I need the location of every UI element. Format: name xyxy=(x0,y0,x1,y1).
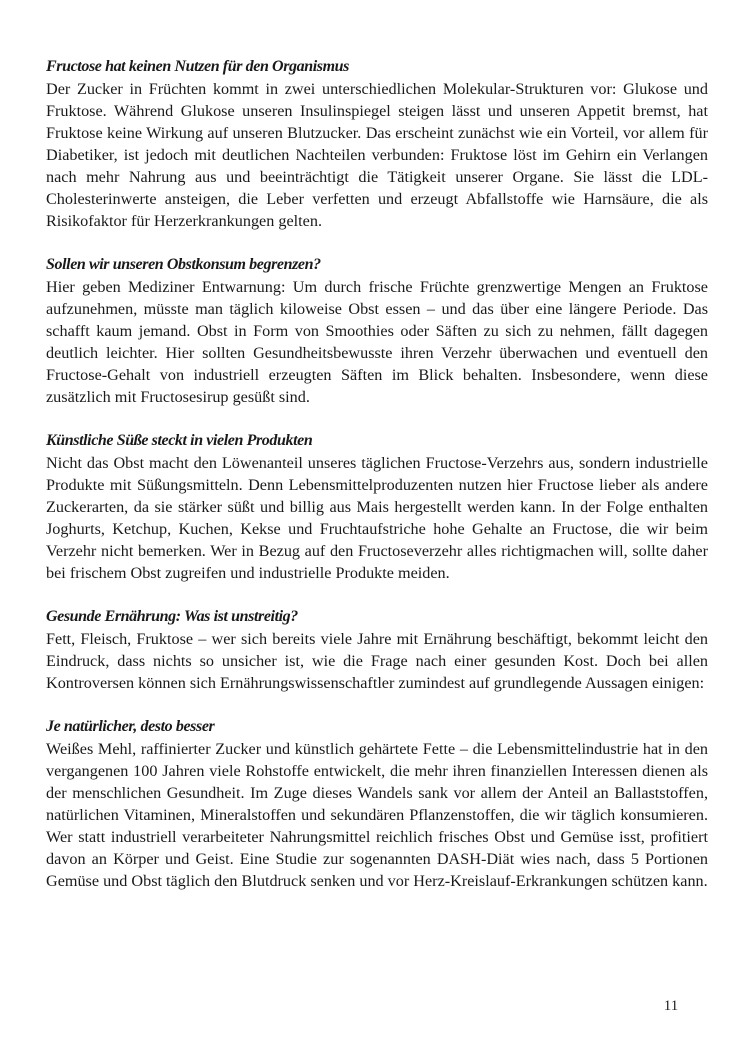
page-number: 11 xyxy=(663,998,679,1014)
section-body: Weißes Mehl, raffinierter Zucker und künstlich gehärtete Fette – die Lebensmittelindustrie hat in den vergangenen 100 Jahren viele Rohstoffe entwickelt, die mehr ihren finanziellen Interessen dienen als der menschlichen Gesundheit. Im Zuge dieses Wandels sank vor allem der Anteil an Ballaststoffen, natürlichen Vitaminen, Mineralstoffen und sekundären Pflanzenstoffen, die wir täglich konsumieren. Wer statt industriell verarbeiteter Nahrungsmittel reichlich frisches Obst und Gemüse isst, profitiert davon an Körper und Geist. Eine Studie zur sogenannten DASH-Diät wies nach, dass 5 Portionen Gemüse und Obst täglich den Blutdruck senken und vor Herz-Kreislauf-Erkrankungen schützen kann. xyxy=(46,740,708,890)
section-limit-fruit-consumption xyxy=(46,254,708,408)
section-healthy-nutrition xyxy=(46,606,708,694)
section-heading: Fructose hat keinen Nutzen für den Organismus xyxy=(46,58,349,75)
section-body: Hier geben Mediziner Entwarnung: Um durch frische Früchte grenzwertige Mengen an Fruktose aufzunehmen, müsste man täglich kiloweise Obst essen – und das über eine längere Periode. Das schafft kaum jemand. Obst in Form von Smoothies oder Säften zu sich zu nehmen, fällt dagegen deutlich leichter. Hier sollten Gesundheitsbewusste ihren Verzehr überwachen und eventuell den Fructose-Gehalt von industriell erzeugten Säften im Blick behalten. Insbesondere, wenn diese zusätzlich mit Fructosesirup gesüßt sind. xyxy=(46,278,708,406)
document-page xyxy=(46,56,708,914)
section-heading: Sollen wir unseren Obstkonsum begrenzen? xyxy=(46,256,321,273)
section-heading: Je natürlicher, desto besser xyxy=(46,718,215,735)
section-more-natural-better xyxy=(46,716,708,892)
section-artificial-sweetness xyxy=(46,430,708,584)
section-body: Fett, Fleisch, Fruktose – wer sich bereits viele Jahre mit Ernährung beschäftigt, bekommt leicht den Eindruck, dass nichts so unsicher ist, wie die Frage nach einer gesunden Kost. Doch bei allen Kontroversen können sich Ernährungswissenschaftler zumindest auf grundlegende Aussagen einigen: xyxy=(46,630,708,692)
section-heading: Künstliche Süße steckt in vielen Produkten xyxy=(46,432,313,449)
section-body: Nicht das Obst macht den Löwenanteil unseres täglichen Fructose-Verzehrs aus, sondern industrielle Produkte mit Süßungsmitteln. Denn Lebensmittelproduzenten nutzen hier Fructose lieber als andere Zuckerarten, da sie stärker süßt und billig aus Mais hergestellt werden kann. In der Folge enthalten Joghurts, Ketchup, Kuchen, Kekse und Fruchtaufstriche hohe Gehalte an Fructose, die wir beim Verzehr nicht bemerken. Wer in Bezug auf den Fructoseverzehr alles richtigmachen will, sollte daher bei frischem Obst zugreifen und industrielle Produkte meiden. xyxy=(46,454,708,582)
section-fructose-no-benefit xyxy=(46,56,708,232)
section-body: Der Zucker in Früchten kommt in zwei unterschiedlichen Molekular-Strukturen vor: Glukose und Fruktose. Während Glukose unseren Insulinspiegel steigen lässt und unseren Appetit bremst, hat Fruktose keine Wirkung auf unseren Blutzucker. Das erscheint zunächst wie ein Vorteil, vor allem für Diabetiker, ist jedoch mit deutlichen Nachteilen verbunden: Fruktose löst im Gehirn ein Verlangen nach mehr Nahrung aus und beeinträchtigt die Tätigkeit unserer Organe. Sie lässt die LDL-Cholesterinwerte ansteigen, die Leber verfetten und erzeugt Abfallstoffe wie Harnsäure, die als Risikofaktor für Herzerkrankungen gelten. xyxy=(46,80,708,230)
section-heading: Gesunde Ernährung: Was ist unstreitig? xyxy=(46,608,298,625)
